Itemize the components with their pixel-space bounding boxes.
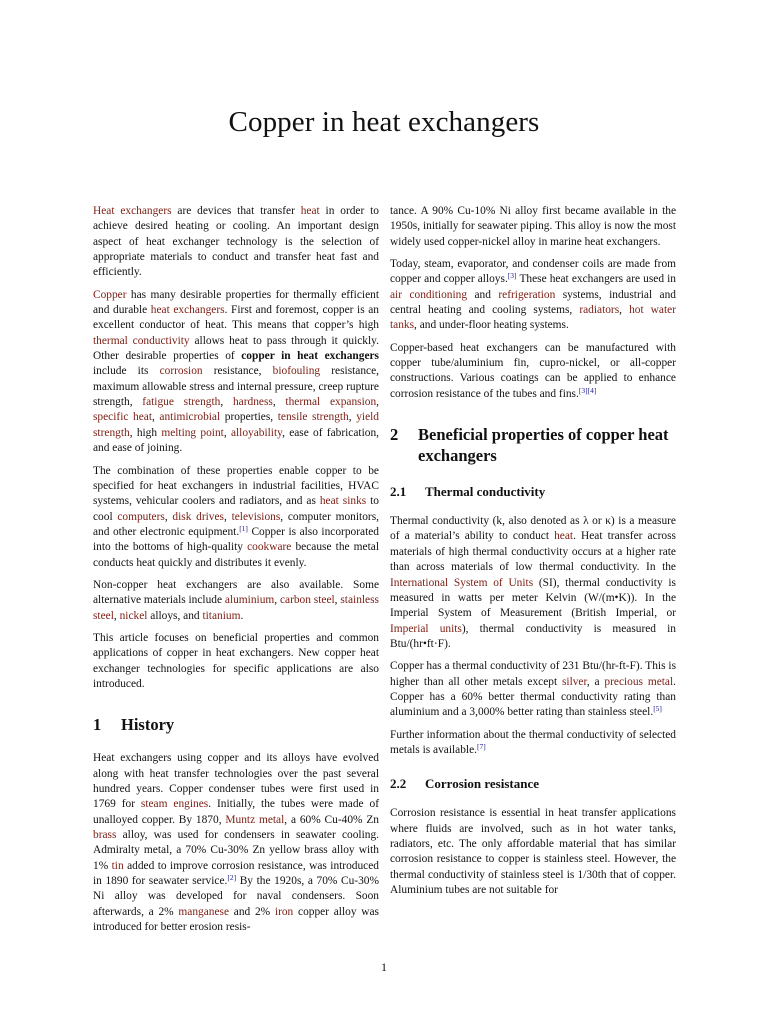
paragraph-focus: This article focuses on beneficial properties and common applications of copper in heat exchangers. New copper heat exchanger technologies for specific applications are also introduced. [93,631,379,690]
citation-5[interactable]: [5] [653,704,662,714]
link-cookware[interactable]: cookware [247,541,292,554]
link-biofouling[interactable]: biofouling [272,365,321,378]
link-tensile-strength[interactable]: tensile strength [277,411,349,424]
paragraph-properties: Copper has many desirable properties for thermally efficient and durable heat exchangers. First and foremost, copper is an excellent conductor of heat. This means that copper’s high thermal conductivity allows heat to pass through it quickly. Other desirable properties of copper in heat exchangers include its corrosion resistance, biofouling resistance, maximum allowable stress and internal pressure, creep rupture strength, fatigue strength, hardness, thermal expansion, specific heat, antimicrobial properties, tensile strength, yield strength, high melting point, alloyability, ease of fabrication, and ease of joining. [93,288,380,455]
link-aluminium[interactable]: aluminium [224,594,275,607]
paragraph-copper-conductivity: Copper has a thermal conductivity of 231 Btu/(hr-ft-F). This is higher than all other metals except silver, a precious metal. Copper has a 60% better thermal conductivity rating than aluminium and a 3,000% better rating than stainless steel.[5] [390,660,676,719]
page-number: 1 [381,960,387,974]
subsection-heading-thermal-conductivity [390,484,676,500]
paragraph-history-continued: tance. A 90% Cu-10% Ni alloy first became available in the 1950s, initially for seawater piping. This alloy is now the most widely used copper-nickel alloy in marine heat exchangers. [390,205,676,248]
citation-3[interactable]: [3] [507,271,517,281]
link-copper[interactable]: Copper [93,288,127,301]
link-radiators[interactable]: radiators [579,304,620,317]
link-imperial-units[interactable]: Imperial units [390,622,462,635]
paragraph-thermal-definition: Thermal conductivity (k, also denoted as λ or κ) is a measure of a material’s ability to conduct heat. Heat transfer across materials of high thermal conductivity occurs at a higher rate than across materials of low thermal conductivity. In the International System of Units (SI), thermal conductivity is measured in watts per meter Kelvin (W/(m•K)). In the Imperial System of Measurement (British Imperial, or Imperial units), thermal conductivity is measured in Btu/(hr•ft⋅F). [390,515,676,650]
link-muntz-metal[interactable]: Muntz metal [225,813,285,826]
link-tin[interactable]: tin [111,859,124,872]
link-hardness[interactable]: hardness [232,396,273,409]
link-corrosion[interactable]: corrosion [159,365,203,378]
section-heading-beneficial-properties [390,424,676,466]
link-manganese[interactable]: manganese [178,905,230,918]
subsection-heading-corrosion-resistance [390,776,676,792]
paragraph-manufacturing: Copper-based heat exchangers can be manufactured with copper tube/aluminium fin, cupro-nickel, or all-copper constructions. Various coatings can be applied to enhance corrosion resistance of the tubes and fins.[3][4] [390,341,676,400]
section-title: Beneficial properties of copper heat exchangers [418,425,669,466]
section-number: 1 [93,715,102,735]
subsection-title: Thermal conductivity [425,484,546,500]
link-disk-drives[interactable]: disk drives [172,510,224,523]
link-brass[interactable]: brass [93,829,117,842]
link-melting-point[interactable]: melting point [161,426,224,439]
link-yield-strength[interactable]: yield strength [93,411,379,439]
citation-1[interactable]: [1] [239,523,248,533]
link-alloyability[interactable]: alloyability [230,426,283,439]
page-title: Copper in heat exchangers [228,106,540,138]
link-si-units[interactable]: International System of Units [390,576,534,589]
link-heat-exchangers[interactable]: Heat exchangers [93,205,172,217]
paragraph-combination: The combination of these properties enable copper to be specified for heat exchangers in industrial facilities, HVAC systems, vehicular coolers and radiators, and as heat sinks to cool computers, disk drives, televisions, computer monitors, and other electronic equipment.[1] Copper is also incorporated into the bottoms of high-quality cookware because the metal conducts heat quickly and distributes it evenly. [93,464,380,569]
section-title: History [121,715,175,735]
right-column [390,204,676,905]
subsection-number: 2.1 [390,484,407,500]
citation-7[interactable]: [7] [476,741,486,751]
subsection-number: 2.2 [390,776,407,792]
link-carbon-steel[interactable]: carbon steel [279,594,335,607]
paragraph-history: Heat exchangers using copper and its alloys have evolved along with heat transfer technologies over the past several hundred years. Copper condenser tubes were first used in 1769 for steam engines. Initially, the tubes were made of unalloyed copper. By 1870, Muntz metal, a 60% Cu-40% Zn brass alloy, was used for condensers in seawater cooling. Admiralty metal, a 70% Cu-30% Zn yellow brass alloy with 1% tin added to improve corrosion resistance, was introduced in 1890 for seawater service.[2] By the 1920s, a 70% Cu-30% Ni alloy was developed for naval condensers. Soon afterwards, a 2% manganese and 2% iron copper alloy was introduced for better erosion resis- [93,752,379,934]
paragraph-today: Today, steam, evaporator, and condenser coils are made from copper and copper alloys.[3] These heat exchangers are used in air conditioning and refrigeration systems, industrial and central heating and cooling systems, radiators, hot water tanks, and under-floor heating systems. [390,258,676,332]
link-thermal-conductivity[interactable]: thermal conductivity [93,334,190,347]
link-stainless-steel[interactable]: stainless steel [93,594,379,622]
subsection-title: Corrosion resistance [425,776,539,792]
link-silver[interactable]: silver [561,675,587,688]
link-heat-2[interactable]: heat [554,530,574,543]
link-televisions[interactable]: televisions [231,510,281,523]
link-heat[interactable]: heat [300,205,320,217]
link-iron[interactable]: iron [274,905,294,918]
link-air-conditioning[interactable]: air conditioning [390,288,468,301]
link-nickel[interactable]: nickel [119,609,148,622]
paragraph-intro: Heat exchangers are devices that transfer heat in order to achieve desired heating or cooling. An important design aspect of heat exchanger technology is the selection of appropriate materials to conduct and transfer heat fast and efficiently. [93,205,379,279]
link-antimicrobial[interactable]: antimicrobial [159,411,221,424]
link-computers[interactable]: computers [117,510,165,523]
section-heading-history [93,714,379,735]
link-titanium[interactable]: titanium [202,609,241,622]
link-heat-exchangers-2[interactable]: heat exchangers [150,304,225,317]
paragraph-further-info: Further information about the thermal conductivity of selected metals is available.[7] [390,728,676,756]
link-heat-sinks[interactable]: heat sinks [319,495,367,508]
section-number: 2 [390,425,399,445]
paragraph-non-copper: Non-copper heat exchangers are also available. Some alternative materials include aluminium, carbon steel, stainless steel, nickel alloys, and titanium. [93,578,379,622]
paragraph-corrosion: Corrosion resistance is essential in heat transfer applications where fluids are involved, such as in hot water tanks, radiators, etc. The only affordable material that has similar corrosion resistance to copper is stainless steel. However, the thermal conductivity of stainless steel is 1/30th that of copper. Aluminium tubes are not suitable for [390,807,676,896]
left-column [93,204,379,942]
keyword-copper-in-heat-exchangers: copper in heat exchangers [241,350,379,363]
link-specific-heat[interactable]: specific heat [93,411,152,424]
link-refrigeration[interactable]: refrigeration [498,288,556,301]
link-thermal-expansion[interactable]: thermal expansion [285,396,377,409]
citation-3-4[interactable]: [3][4] [578,385,597,395]
link-fatigue-strength[interactable]: fatigue strength [142,396,221,409]
link-steam-engines[interactable]: steam engines [140,798,209,811]
citation-2[interactable]: [2] [227,873,237,883]
link-hot-water-tanks[interactable]: hot water tanks [390,304,676,332]
link-precious-metal[interactable]: precious metal [604,675,674,688]
